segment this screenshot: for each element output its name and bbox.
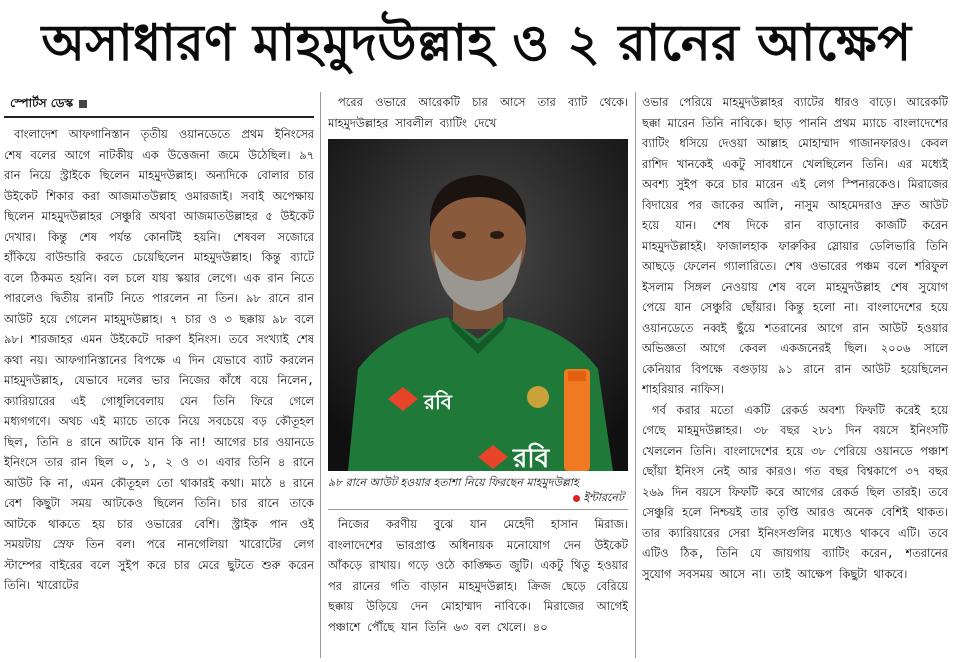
article-column-2 bbox=[328, 92, 628, 658]
jersey-sponsor-text: রবি bbox=[424, 390, 452, 414]
byline bbox=[4, 92, 314, 118]
article-column-3 bbox=[642, 92, 948, 658]
photo-caption-text: ৯৮ রানে আউট হওয়ার হতাশা নিয়ে ফিরছেন মাহমুদউল্লাহ bbox=[328, 476, 579, 489]
player-photo-illustration bbox=[328, 139, 628, 471]
square-bullet-icon bbox=[79, 100, 87, 108]
paragraph: বাংলাদেশ আফগানিস্তান তৃতীয় ওয়ানডেতে প্রথম ইনিংসের শেষ বলের আগে নাটকীয় এক উত্তেজনা জমে উঠেছিল। ৯৭ রান নিয়ে স্ট্রাইকে ছিলেন মাহমুদউল্লাহ। অন্যদিকে বোলার চার উইকেট শিকার করা আজমাতউল্লাহ ওমারজাই। সবাই অপেক্ষায় ছিলেন মাহমুদউল্লাহর সেঞ্চুরি অথবা আজমাতউল্লাহর ৫ উইকেট দেখার। কিন্তু শেষ পর্যন্ত কোনটিই হয়নি। শেষবল সজোরে হাঁকিয়ে বাউন্ডারি করতে চেয়েছিলেন মাহমুদউল্লাহ। কিন্তু ব্যাটে বলে ঠিকমত হয়নি। বল চলে যায় স্কয়ার লেগে। এক রান নিতে পারলেও দ্বিতীয় রানটি নিতে পারলেন না তিন। ৯৮ রানে রান আউট হয়ে গেলেন মাহমুদউল্লাহ। ৭ চার ও ৩ ছক্কায় ৯৮ বলে ৯৮। শারজাহর এমন উইকেটে দারুণ ইনিংস। তবে সংখ্যাই শেষ কথা নয়। আফগানিস্তানের বিপক্ষে এ দিন যেভাবে ব্যাট করলেন মাহমুদউল্লাহ, যেভাবে দলের ভার নিজের কাঁধে বয়ে নিলেন, ক্যারিয়ারের এই গোধূলিবেলায় যেন তিনি ফিরে গেলে মধ্যগগণে। অথচ এই ম্যাচে তাকে নিয়ে সবচেয়ে বড় কৌতূহল ছিল, তিনি ৪ রানে আটকে যান কি না! আগের চার ওয়ানডে ইনিংসে তার রান ছিল ০, ১, ২ ও ৩। এবার তিনি ৪ রানে আউট কি না, এমন কৌতূহল তো থাকারই কথা। মাঠে ৪ রানে বেশ কিছুটা সময় আটকেও ছিলেন তিনি। চার রানে তাকে আটকে থাকতে হয় চার ওভারের বেশি। স্ট্রাইক পান ওই সময়টায় স্রেফ তিন বল। পরে নানগেলিয়া খারোটের লেগ স্টাম্পের বাইরের বলে সুইপ করে চার মেরে ছুটতে শুরু করেন তিনি। খারোটের bbox=[4, 127, 314, 592]
column-rule bbox=[635, 92, 636, 658]
byline-text: স্পোর্টস ডেস্ক bbox=[10, 96, 74, 110]
column-rule bbox=[320, 92, 321, 658]
article-column-1 bbox=[4, 92, 314, 658]
photo-credit bbox=[573, 490, 624, 505]
paragraph: পরের ওভারে আরেকটি চার আসে তার ব্যাট থেকে। মাহমুদউল্লাহর সাবলীল ব্যাটিং দেখে bbox=[328, 95, 628, 130]
paragraph: ওভার পেরিয়ে মাহমুদউল্লাহর ব্যাটের ধারও বাড়ে। আরেকটি ছক্কা মারেন তিনি নাবিকে। ছাড় পাননি প্রথম ম্যাচে বাংলাদেশের ব্যাটিং ধসিয়ে দেওয়া আল্লাহ মোহাম্মাদ গাজানফারও। কেবল রাশিদ খানকেই একটু সাবধানে খেলছিলেন তিনি। এর মধ্যেই অবশ্য সুইপ করে চার মারেন এই লেগ স্পিনারকেও। মিরাজের বিদায়ের পর জাকের আলি, নাসুম আহমেদরাও দ্রুত আউট হয়ে যান। শেষ দিকে রান বাড়ানোর কাজটি করেন মাহমুদউল্লাহই। ফাজালহাক ফারুকির স্লোয়ার ডেলিভারি তিনি আছড়ে ফেলেন গ্যালারিতে। শেষ ওভারের পঞ্চম বলে শরিফুল ইসলাম সিঙ্গল নেওয়ায় শেষ বলে মাহমুদউল্লাহ শেষ সুযোগ পেয়ে যান সেঞ্চুরি ছোঁয়ার। কিন্তু হলো না। বাংলাদেশের হয়ে ওয়ানডেতে নব্বই ছুঁয়ে শতরানের আগে রান আউট হওয়ার অভিজ্ঞতা আগে কেবল একজনেরই ছিল। ২০০৬ সালে কেনিয়ার বিপক্ষে বগুড়ায় ৯১ রানে রান আউট হয়েছিলেন শাহরিয়ার নাফিস। bbox=[642, 95, 948, 396]
photo-credit-text: ইন্টারনেট bbox=[583, 491, 624, 504]
red-dot-icon bbox=[573, 495, 580, 502]
photo-caption bbox=[328, 475, 628, 510]
headline: অসাধারণ মাহমুদউল্লাহ ও ২ রানের আক্ষেপ bbox=[41, 14, 912, 72]
paragraph: গর্ব করার মতো একটি রেকর্ড অবশ্য ফিফটি করেই হয়ে গেছে মাহমুদউল্লাহর। ৩৮ বছর ২৮১ দিন বয়সে ইনিংসটি খেললেন তিনি। বাংলাদেশের হয়ে ৩৮ পেরিয়ে ওয়ানডে পঞ্চাশ ছোঁয়া ইনিংস নেই আর কারও। গত বছর বিশ্বকাপে ৩৭ বছর ২৬৯ দিন বয়সে ফিফটি করে আগের রেকর্ড ছিল তারই। তবে সেঞ্চুরি হলে নিশ্চয়ই তার তৃপ্তি আরও অনেক বেশিই থাকত। তার ক্যারিয়ারের সেরা ইনিংসগুলির মধ্যেও থাকবে এটি। তবে এটিও ঠিক, তিনি যে জায়গায় ব্যাটিং করেন, শতরানের সুযোগ সবসময় আসে না। তাই আক্ষেপ কিছুটা থাকবে। bbox=[642, 402, 948, 581]
player-photo bbox=[328, 139, 628, 471]
jersey-sponsor-text: রবি bbox=[513, 444, 550, 471]
paragraph: নিজের করণীয় বুঝে যান মেহেদী হাসান মিরাজ। বাংলাদেশের ভারপ্রাপ্ত অধিনায়ক মনোযোগ দেন উইকেট আঁকড়ে রাখায়। গড়ে ওঠে কাঙ্ক্ষিত জুটি। একটু থিতু হওয়ার পর রানের গতি বাড়ান মাহমুদউল্লাহ। ক্রিজ ছেড়ে বেরিয়ে ছক্কায় উড়িয়ে দেন মোহাম্মাদ নাবিকে। মিরাজের আগেই পঞ্চাশে পৌঁছে যান তিনি ৬৩ বল খেলে। ৪০ bbox=[328, 517, 628, 634]
